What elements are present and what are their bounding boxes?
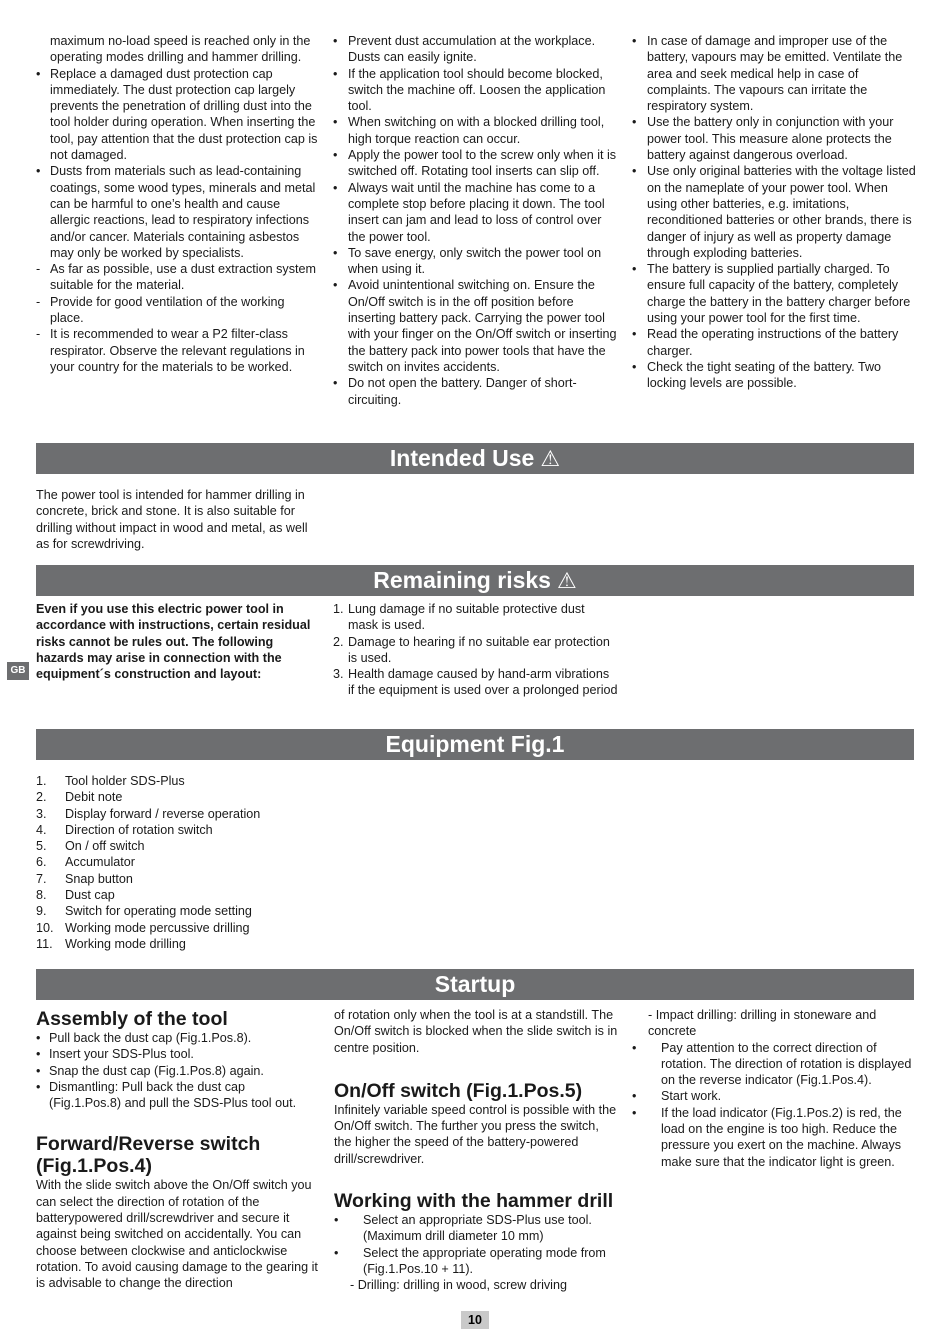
bullet-icon: • (333, 376, 338, 391)
list-item: • Insert your SDS-Plus tool. (36, 1047, 194, 1062)
section-title: Remaining risks (373, 567, 551, 593)
list-item: • Dismantling: Pull back the dust cap (Fig.1.Pos.8) and pull the SDS-Plus tool out. (36, 1079, 297, 1111)
bullet-icon: • (632, 359, 637, 374)
bullet-icon: • (333, 66, 338, 81)
list-item: • Avoid unintentional switching on. Ensure the On/Off switch is in the off position before inserting battery pack. Carrying the power tool with your finger on the On/Off switch or inserting the battery pack into power tools that have the switch on invites accidents. (333, 278, 617, 374)
onoff-paragraph: Infinitely variable speed control is possible with the On/Off switch. The further you press the switch, the higher the speed of the battery-powered drill/screwdriver. (334, 1102, 617, 1166)
onoff-heading: On/Off switch (Fig.1.Pos.5) (334, 1079, 583, 1102)
list-item: 2. Damage to hearing if no suitable ear protection is used. (333, 634, 610, 665)
list-item: 1. Lung damage if no suitable protective dust mask is used. (333, 602, 585, 633)
bullet-icon: • (333, 115, 338, 130)
list-item: • Dusts from materials such as lead-containing coatings, some wood types, minerals and metal can be harmful to one’s health and cause allergic reactions, lead to respiratory infections and/or cancer. Materials containing asbestos may only be worked by specialists. (36, 164, 316, 260)
intended-use-paragraph: The power tool is intended for hammer drilling in concrete, brick and stone. It is also suitable for drilling without impact in wood and metal, as well as for screwdriving. (36, 488, 308, 551)
bullet-icon: • (333, 148, 338, 163)
list-item: 4. Direction of rotation switch (36, 822, 213, 837)
top-column-3 (632, 33, 916, 392)
list-item: - It is recommended to wear a P2 filter-class respirator. Observe the relevant regulations in your country for the materials to be worked. (36, 327, 305, 374)
bullet-icon: • (36, 1079, 41, 1094)
startup-column-2 (334, 1007, 619, 1294)
list-item: - As far as possible, use a dust extraction system suitable for the material. (36, 262, 316, 293)
assembly-heading: Assembly of the tool (36, 1008, 228, 1030)
bullet-icon: • (333, 34, 338, 48)
dash-icon: - (36, 262, 41, 277)
dash-icon: - (36, 294, 41, 309)
top-column-2 (333, 33, 618, 408)
list-item: • Check the tight seating of the battery. Two locking levels are possible. (632, 359, 882, 391)
hammer-drill-heading: Working with the hammer drill (334, 1190, 614, 1213)
list-item: • In case of damage and improper use of the battery, vapours may be emitted. Ventilate the area and seek medical help in case of complaints. The vapours can irritate the respiratory system. (632, 34, 903, 114)
list-item: • To save energy, only switch the power tool on when using it. (333, 245, 602, 277)
list-item: 3. Health damage caused by hand-arm vibrations if the equipment is used over a prolonged period (333, 667, 618, 698)
bullet-icon: • (632, 164, 637, 179)
dash-icon: - (36, 327, 41, 342)
forward-reverse-paragraph: With the slide switch above the On/Off switch you can select the direction of rotation of the batterypowered drill/screwdriver and secure it against being switched on accidentally. You can choose between clockwise and anticlockwise rotation. To avoid causing damage to the gearing it is advisable to change the direction (36, 1178, 318, 1291)
list-item: • Select the appropriate operating mode from (Fig.1.Pos.10 + 11). (334, 1245, 606, 1276)
list-item: 2. Debit note (36, 790, 123, 805)
dash-icon: - (350, 1278, 355, 1293)
list-item: • If the load indicator (Fig.1.Pos.2) is red, the load on the engine is too high. Reduce the pressure you exert on the machine. Always make sure that the indicator light is green. (632, 1105, 902, 1169)
list-item: 8. Dust cap (36, 888, 115, 903)
section-title: Startup (434, 971, 516, 997)
list-item: 11. Working mode drilling (36, 936, 186, 951)
startup-column-1 (36, 1008, 320, 1292)
list-item: - Provide for good ventilation of the working place. (36, 294, 285, 326)
hammer-drill-list (334, 1212, 619, 1277)
section-header-intended-use (36, 443, 914, 474)
section-title: Equipment Fig.1 (385, 731, 565, 757)
list-item: 3. Display forward / reverse operation (36, 806, 261, 821)
hammer-drill-list-continued (632, 1040, 916, 1170)
bullet-icon: • (334, 1213, 339, 1228)
list-item: • If the application tool should become blocked, switch the machine off. Loosen the application tool. (333, 66, 606, 114)
equipment-list (36, 773, 436, 952)
bullet-icon: • (632, 327, 637, 342)
forward-reverse-heading: Forward/Reverse switch (Fig.1.Pos.4) (36, 1133, 261, 1178)
list-item: • Start work. (632, 1089, 722, 1104)
list-item: 5. On / off switch (36, 839, 145, 854)
sub-item: - Impact drilling: drilling in stoneware and concrete (648, 1008, 877, 1039)
list-item: 1. Tool holder SDS-Plus (36, 774, 185, 788)
bullet-icon: • (632, 1105, 637, 1120)
list-item: • Select an appropriate SDS-Plus use tool. (Maximum drill diameter 10 mm) (334, 1213, 592, 1244)
continued-paragraph: maximum no-load speed is reached only in the operating modes drilling and hammer drilling. (50, 34, 311, 65)
bullet-icon: • (632, 1089, 637, 1104)
bullet-icon: • (632, 115, 637, 130)
bullet-icon: • (333, 180, 338, 195)
bullet-icon: • (333, 245, 338, 260)
list-item: 6. Accumulator (36, 855, 135, 870)
bullet-icon: • (36, 1031, 41, 1045)
assembly-list (36, 1030, 320, 1111)
list-item: • Prevent dust accumulation at the workplace. Dusts can easily ignite. (333, 34, 596, 65)
list-item: • Always wait until the machine has come to a complete stop before placing it down. The tool insert can jam and lead to loss of control over the power tool. (333, 180, 605, 244)
bullet-icon: • (36, 164, 41, 179)
list-item: 10. Working mode percussive drilling (36, 920, 250, 935)
list-item: • Use the battery only in conjunction with your power tool. This measure alone protects the battery against dangerous overload. (632, 115, 894, 163)
forward-reverse-continuation: of rotation only when the tool is at a standstill. The On/Off switch is blocked when the slide switch is in centre position. (334, 1008, 618, 1055)
warning-icon: ⚠ (556, 568, 577, 593)
list-item: • Replace a damaged dust protection cap immediately. The dust protection cap largely prevents the penetration of drilling dust into the tool holder during operation. When inserting the tool, pay attention that the dust protection cap is not damaged. (36, 66, 318, 163)
bullet-list (333, 33, 618, 408)
bullet-icon: • (36, 1047, 41, 1062)
bullet-icon: • (36, 1063, 41, 1078)
dash-icon: - (648, 1008, 653, 1022)
list-item: • Snap the dust cap (Fig.1.Pos.8) again. (36, 1063, 264, 1078)
list-item: • When switching on with a blocked drilling tool, high torque reaction can occur. (333, 115, 605, 146)
list-item: 9. Switch for operating mode setting (36, 904, 252, 919)
list-item: • The battery is supplied partially charged. To ensure full capacity of the battery, completely charge the battery in the battery charger before using your power tool for the first time. (632, 262, 911, 326)
bullet-icon: • (632, 1040, 637, 1055)
risks-list (333, 601, 618, 699)
list-item: • Pull back the dust cap (Fig.1.Pos.8). (36, 1031, 252, 1045)
section-header-equipment (36, 729, 914, 760)
list-item: 7. Snap button (36, 871, 133, 886)
bullet-list (36, 66, 320, 376)
startup-column-3 (632, 1007, 916, 1170)
top-column-1 (36, 33, 320, 375)
bullet-icon: • (334, 1245, 339, 1260)
risks-intro-paragraph: Even if you use this electric power tool in accordance with instructions, certain residual risks cannot be rules out. The following hazards may arise in connection with the equipment´s construction and layout: (36, 602, 311, 682)
list-item: • Read the operating instructions of the battery charger. (632, 327, 899, 358)
section-title: Intended Use (389, 445, 535, 471)
bullet-icon: • (632, 262, 637, 277)
bullet-icon: • (333, 278, 338, 293)
language-tab: GB (7, 662, 29, 680)
list-item: • Apply the power tool to the screw only when it is switched off. Rotating tool inserts can slip off. (333, 148, 617, 179)
bullet-icon: • (632, 34, 637, 48)
sub-item: - Drilling: drilling in wood, screw driving (350, 1278, 567, 1293)
page-number: 10 (461, 1311, 489, 1329)
bullet-icon: • (36, 66, 41, 81)
warning-icon: ⚠ (540, 446, 561, 471)
section-header-startup (36, 969, 914, 1000)
list-item: • Do not open the battery. Danger of short-circuiting. (333, 376, 577, 407)
bullet-list (632, 33, 916, 392)
list-item: • Pay attention to the correct direction of rotation. The direction of rotation is displayed on the reverse indicator (Fig.1.Pos.4). (632, 1040, 912, 1088)
list-item: • Use only original batteries with the voltage listed on the nameplate of your power tool. When using other batteries, e.g. imitations, reconditioned batteries or other brands, there is danger of injury as well as property damage through exploding batteries. (632, 164, 916, 260)
section-header-remaining-risks (36, 565, 914, 596)
